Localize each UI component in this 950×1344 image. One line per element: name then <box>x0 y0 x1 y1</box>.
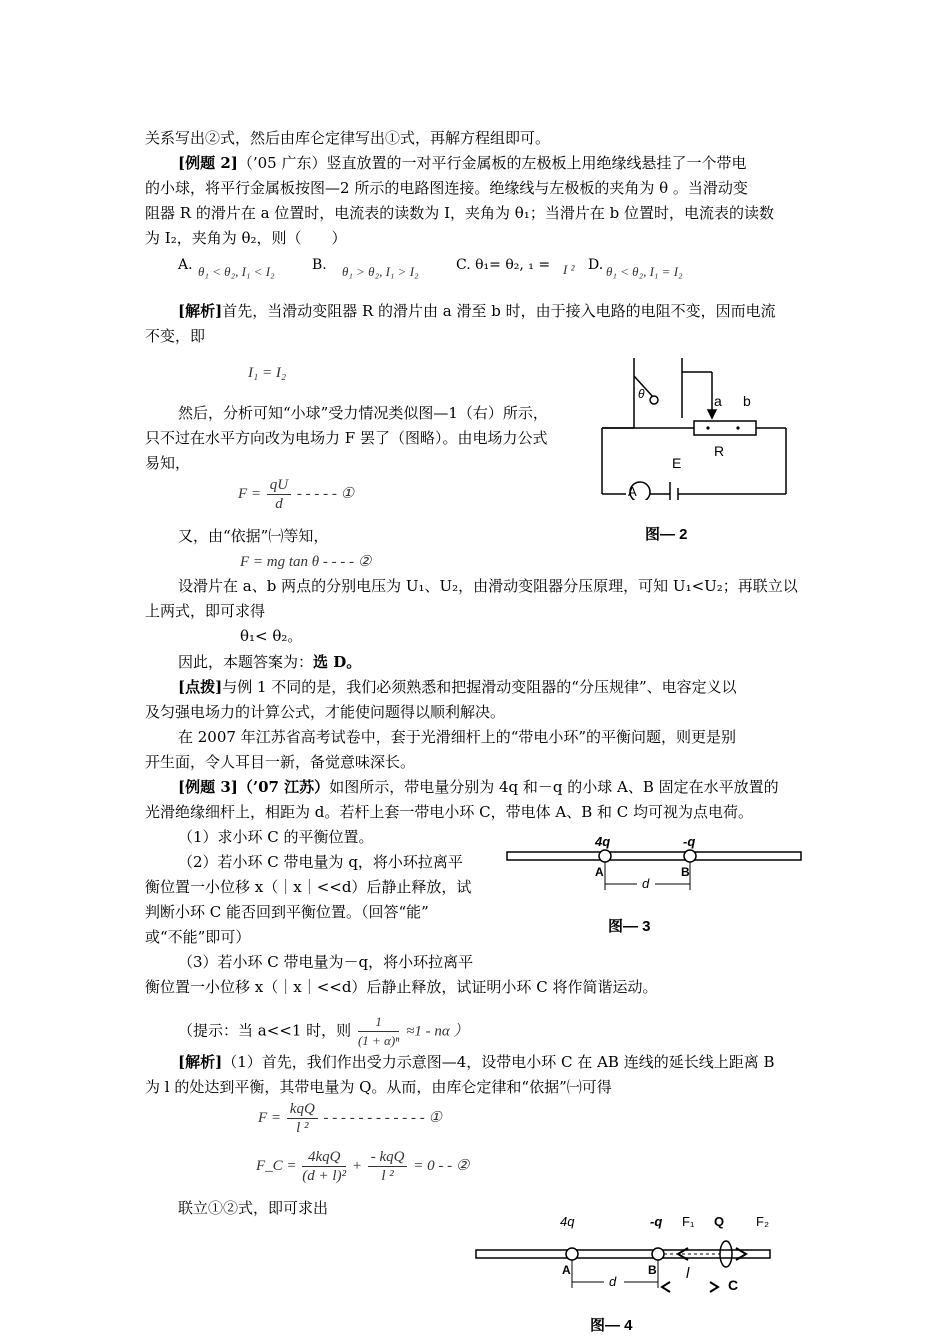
fig2-label-a: a <box>714 393 722 409</box>
fraction <box>358 1013 399 1050</box>
option-a-label: A. <box>178 257 193 273</box>
ball-a <box>599 850 611 862</box>
text-line: 在 2007 年江苏省高考试卷中，套于光滑细杆上的“带电小环”的平衡问题，则更是别 <box>178 728 737 746</box>
denominator: (d + l)² <box>302 1168 347 1184</box>
fig4-charge-a: 4q <box>560 1214 575 1229</box>
fig4-force-f1: F₁ <box>682 1214 695 1229</box>
example-tag: [例题 3] <box>178 778 238 796</box>
example-2-intro <box>178 153 747 173</box>
fig3-label-a: A <box>595 865 604 879</box>
fraction <box>267 476 291 513</box>
text-line: 然后，分析可知“小球”受力情况类似图—1（右）所示， <box>178 404 548 422</box>
question-2: （2）若小环 C 带电量为 q，将小环拉离平 <box>178 853 463 871</box>
numerator: - kqQ <box>368 1148 408 1167</box>
option-d-math: θ₁ < θ₂, I₁ = I₂ <box>606 264 683 279</box>
text-line: 衡位置一小位移 x（｜x｜<<d）后静止释放，试证明小环 C 将作简谐运动。 <box>145 978 658 996</box>
eq-tail: - - - - - ① <box>296 485 355 502</box>
text: 如图所示，带电量分别为 4q 和－q 的小球 A、B 固定在水平放置的 <box>329 778 779 796</box>
result-line: θ₁< θ₂。 <box>240 627 303 645</box>
fig4-charge-b: -q <box>650 1214 663 1229</box>
text-line: 判断小环 C 能否回到平衡位置。（回答“能” <box>145 903 429 921</box>
eq-lhs: F = <box>238 485 262 502</box>
analysis-tag: [解析] <box>178 1053 223 1071</box>
denominator: (1 + α)ⁿ <box>357 1033 400 1048</box>
fig2-label-r: R <box>714 443 725 459</box>
tip-tag: [点拨] <box>178 678 223 696</box>
text: （提示：当 a<<1 时，则 <box>178 1021 352 1040</box>
text-line: 阻器 R 的滑片在 a 位置时，电流表的读数为 I，夹角为 θ₁；当滑片在 b 位置时，电流表的读数 <box>145 204 774 222</box>
equation-current: I₁ = I₂ <box>248 365 287 381</box>
eq-lhs: F_C = <box>256 1157 297 1174</box>
example-3-intro <box>178 777 779 797</box>
answer: 选 D。 <box>313 653 362 671</box>
numerator: 4kqQ <box>302 1148 346 1167</box>
option-c-math: I ² <box>563 262 575 277</box>
hint-line <box>178 1013 468 1050</box>
equation-3 <box>258 1100 442 1137</box>
equation-2: F = mg tan θ - - - - ② <box>240 554 372 570</box>
fig2-label-ammeter: A <box>628 484 637 499</box>
figure-4-caption: 图— 4 <box>590 1317 633 1334</box>
option-b-math: θ₁ > θ₂, I₁ > I₂ <box>342 264 419 279</box>
equation-1 <box>238 476 354 513</box>
figure-3-rod <box>505 830 805 894</box>
numerator: qU <box>267 476 291 495</box>
hint-tail: ≈1 - nα ） <box>406 1023 469 1040</box>
fig4-label-a: A <box>562 1263 571 1277</box>
text-line: 又，由“依据”㈠等知， <box>178 527 329 545</box>
fig2-label-e: E <box>672 455 682 471</box>
fig4-label-l: l <box>686 1265 690 1282</box>
text-line: 的小球，将平行金属板按图—2 所示的电路图连接。绝缘线与左极板的夹角为 θ 。当滑动变 <box>145 179 748 197</box>
text-line: 或“不能”即可） <box>145 928 251 946</box>
fig3-charge-b: -q <box>683 834 696 849</box>
option-d-label: D. <box>588 257 604 273</box>
example-tag: [例题 2] <box>178 154 238 172</box>
figure-3-caption: 图— 3 <box>608 918 651 935</box>
eq-lhs: F = <box>258 1109 282 1126</box>
fig4-charge-q: Q <box>714 1214 725 1229</box>
example-source: （’07 江苏） <box>237 778 330 796</box>
analysis-3-line <box>178 1052 775 1072</box>
answer-line <box>178 652 361 672</box>
text-line: 上两式，即可求得 <box>145 602 266 620</box>
svg-text:θ: θ <box>638 387 645 401</box>
question-1: （1）求小环 C 的平衡位置。 <box>178 828 374 846</box>
fraction <box>302 1148 346 1185</box>
text-line: 衡位置一小位移 x（｜x｜<<d）后静止释放，试 <box>145 878 472 896</box>
fraction <box>368 1148 408 1185</box>
denominator: l ² <box>381 1168 394 1184</box>
figure-2-circuit <box>598 358 798 500</box>
text-line: 只不过在水平方向改为电场力 F 罢了（图略）。由电场力公式 <box>145 429 548 447</box>
fraction <box>287 1100 318 1137</box>
text-line: 联立①②式，即可求出 <box>178 1199 329 1217</box>
text-line: 及匀强电场力的计算公式，才能使问题得以顺利解决。 <box>145 703 506 721</box>
rheostat-r <box>694 421 756 435</box>
text: 竖直放置的一对平行金属板的左极板上用绝缘线悬挂了一个带电 <box>326 154 747 172</box>
example-source: （’05 广东） <box>237 154 327 172</box>
numerator: kqQ <box>287 1100 318 1119</box>
tip-line <box>178 677 737 697</box>
option-b-label: B. <box>312 257 327 273</box>
fig4-label-b: B <box>648 1263 657 1277</box>
text-line: 为 l 的处达到平衡，其带电量为 Q。从而，由库仑定律和“依据”㈠可得 <box>145 1078 612 1096</box>
eq-tail: = 0 - - ② <box>413 1157 470 1174</box>
text: 首先，当滑动变阻器 R 的滑片由 a 滑至 b 时，由于接入电路的电阻不变，因而电流 <box>222 302 776 320</box>
text-line: 关系写出②式，然后由库仑定律写出①式，再解方程组即可。 <box>145 129 551 147</box>
figure-2-caption: 图— 2 <box>645 526 688 543</box>
text-line: 易知， <box>145 454 191 472</box>
analysis-line <box>178 301 776 321</box>
text-line: 设滑片在 a、b 两点的分别电压为 U₁、U₂，由滑动变阻器分压原理，可知 U₁<U₂；再联立以 <box>178 577 798 595</box>
text: （1）首先，我们作出受力示意图—4，设带电小环 C 在 AB 连线的延长线上距离 B <box>222 1053 775 1071</box>
text-line: 开生面，令人耳目一新，备觉意味深长。 <box>145 753 416 771</box>
text: 与例 1 不同的是，我们必须熟悉和把握滑动变阻器的“分压规律”、电容定义以 <box>222 678 737 696</box>
text: 因此，本题答案为： <box>178 653 314 671</box>
analysis-tag: [解析] <box>178 302 223 320</box>
denominator: l ² <box>296 1120 309 1136</box>
fig3-label-b: B <box>681 865 690 879</box>
text-line: 不变，即 <box>145 327 206 345</box>
fig4-label-c: C <box>728 1277 739 1293</box>
denominator: d <box>275 496 283 512</box>
ball-b <box>684 850 696 862</box>
ball-a <box>566 1248 578 1260</box>
fig3-label-d: d <box>642 876 650 891</box>
plus-sign: + <box>351 1157 362 1174</box>
fig2-label-b: b <box>743 393 751 409</box>
figure-4-force-diagram <box>474 1212 794 1296</box>
text-line: 光滑绝缘细杆上，相距为 d。若杆上套一带电小环 C，带电体 A、B 和 C 均可视为点电荷。 <box>145 803 754 821</box>
option-c-label: C. θ₁= θ₂, ₁ = <box>456 257 551 273</box>
fig4-force-f2: F₂ <box>756 1214 769 1229</box>
ball-b <box>652 1248 664 1260</box>
question-3: （3）若小环 C 带电量为－q，将小环拉离平 <box>178 953 474 971</box>
text-line: 为 I₂，夹角为 θ₂，则（ ） <box>145 229 347 247</box>
fig4-label-d: d <box>609 1274 617 1289</box>
eq-tail: - - - - - - - - - - - - ① <box>323 1109 442 1126</box>
equation-4 <box>256 1148 469 1185</box>
option-a-math: θ₁ < θ₂, I₁ < I₂ <box>198 264 275 279</box>
charged-ball <box>650 396 658 404</box>
numerator: 1 <box>358 1013 399 1032</box>
fig3-charge-a: 4q <box>595 834 611 849</box>
